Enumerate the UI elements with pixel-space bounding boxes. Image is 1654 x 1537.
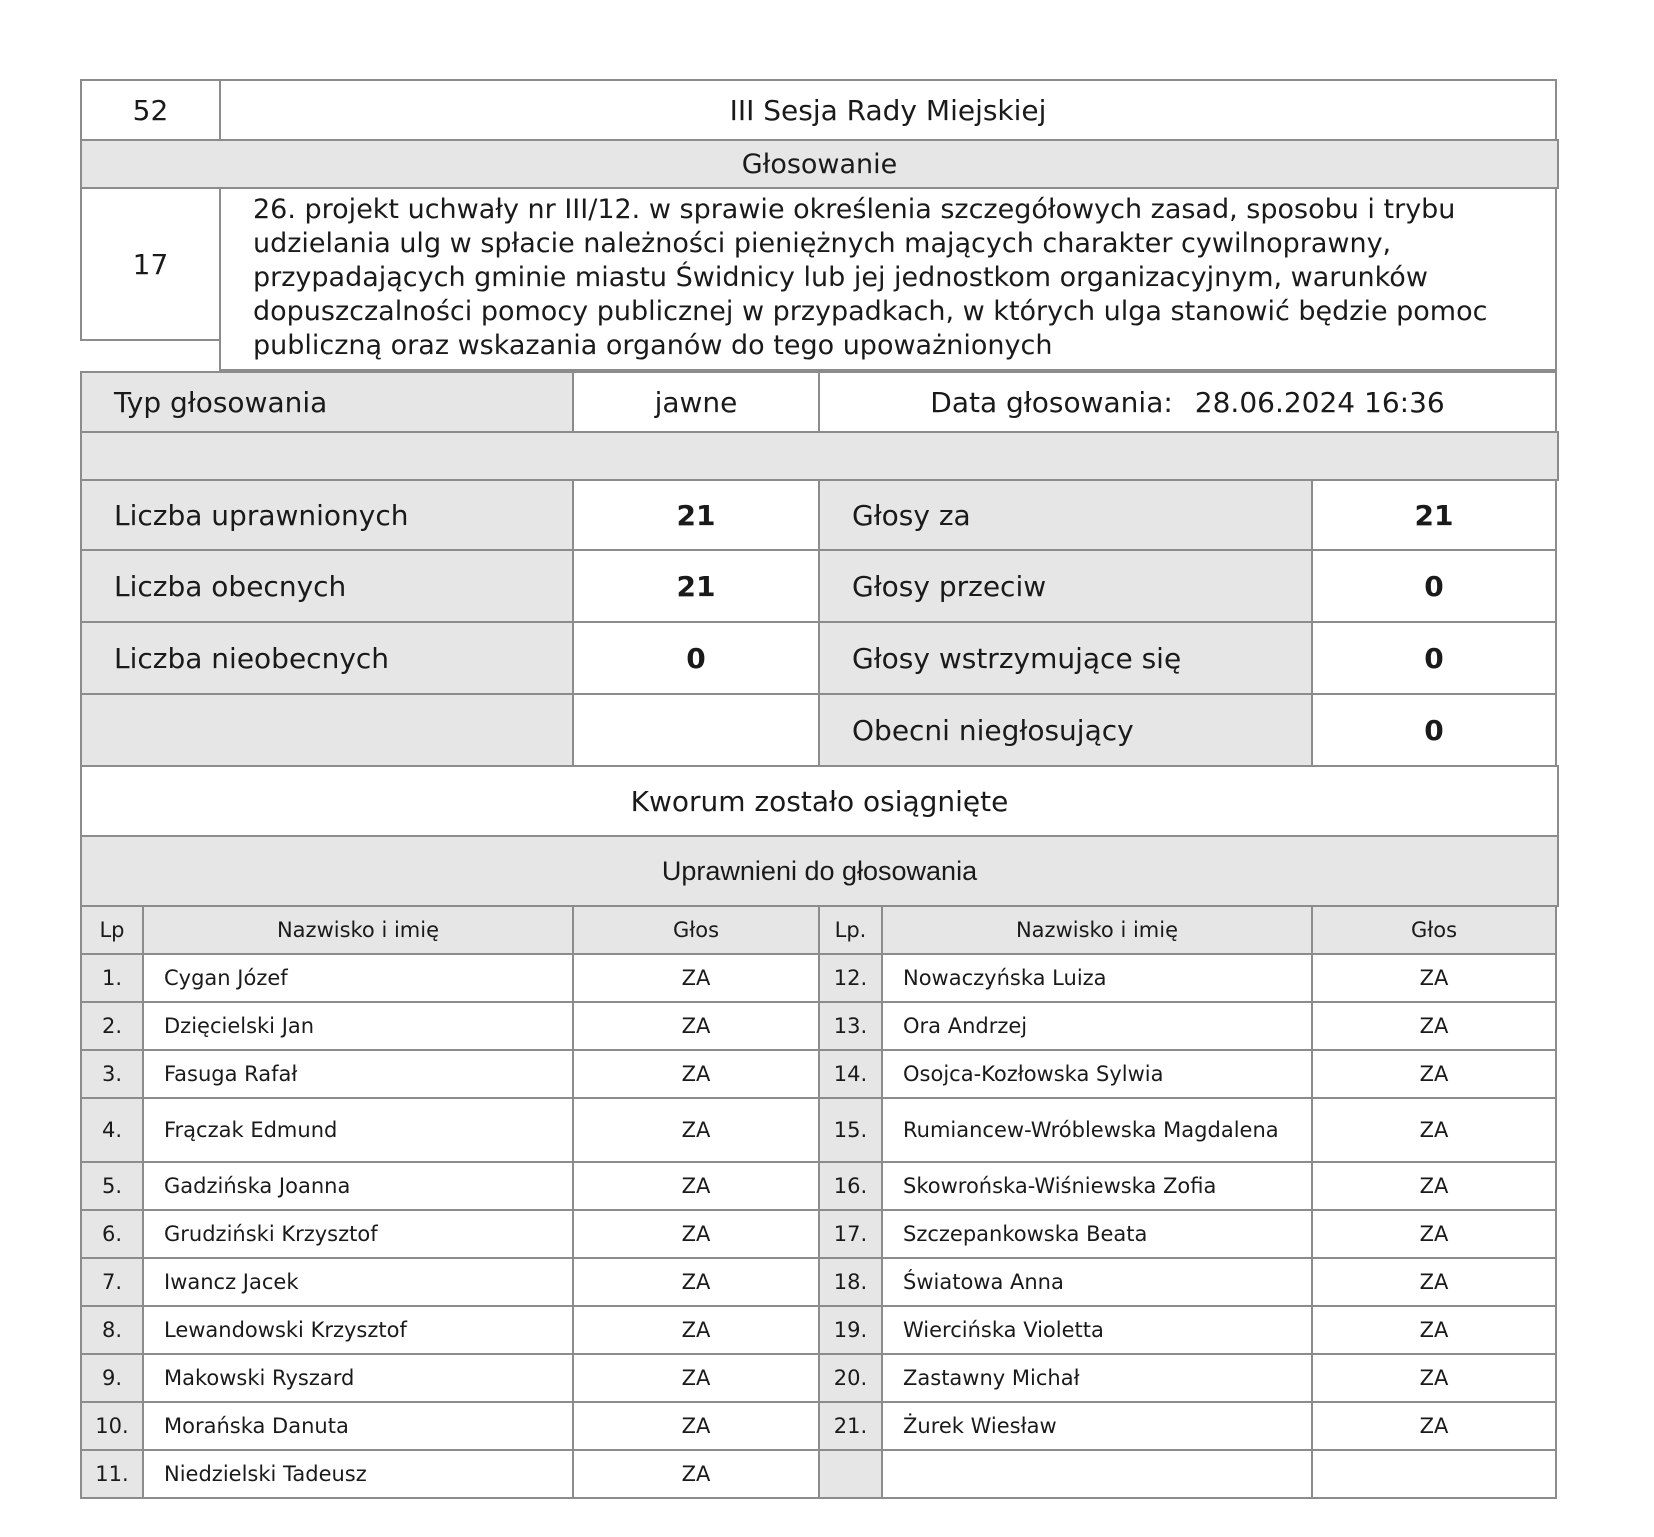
voter-name: Cygan Józef (142, 953, 574, 1003)
nieobecnych-value: 0 (572, 621, 820, 695)
col-lp-right: Lp. (818, 905, 883, 955)
voter-lp: 4. (80, 1097, 144, 1163)
vote-date (818, 371, 1557, 433)
voter-name: Wiercińska Violetta (881, 1305, 1313, 1355)
table-row (80, 1401, 1557, 1449)
table-row (80, 1001, 1557, 1049)
voter-vote: ZA (1311, 1001, 1557, 1051)
obecnych-value: 21 (572, 549, 820, 623)
obecnych-label: Liczba obecnych (80, 549, 574, 623)
voter-lp: 19. (818, 1305, 883, 1355)
voter-name: Rumiancew-Wróblewska Magdalena (881, 1097, 1313, 1163)
voter-lp: 13. (818, 1001, 883, 1051)
voter-vote: ZA (572, 1097, 820, 1163)
za-value: 21 (1311, 479, 1557, 551)
voter-lp: 14. (818, 1049, 883, 1099)
przeciw-value: 0 (1311, 549, 1557, 623)
voter-vote: ZA (572, 1401, 820, 1451)
voter-vote: ZA (572, 1257, 820, 1307)
voter-lp: 17. (818, 1209, 883, 1259)
stats-row-1 (80, 479, 1557, 549)
header-row (80, 79, 1557, 139)
spacer-row (80, 431, 1557, 479)
voter-lp: 10. (80, 1401, 144, 1451)
voters-header-row (80, 905, 1557, 953)
voting-document (80, 79, 1557, 1497)
voter-vote: ZA (572, 1001, 820, 1051)
section-title: Głosowanie (80, 139, 1559, 189)
item-number: 17 (80, 187, 221, 341)
voter-name: Makowski Ryszard (142, 1353, 574, 1403)
voter-vote: ZA (1311, 1401, 1557, 1451)
voters-table (80, 953, 1557, 1497)
stats-row-2 (80, 549, 1557, 621)
voter-lp: 12. (818, 953, 883, 1003)
spacer-cell (80, 431, 1559, 481)
voter-vote: ZA (1311, 1305, 1557, 1355)
voter-lp: 3. (80, 1049, 144, 1099)
voter-lp: 5. (80, 1161, 144, 1211)
voter-name: Morańska Danuta (142, 1401, 574, 1451)
voter-vote: ZA (572, 1305, 820, 1355)
uprawnionych-value: 21 (572, 479, 820, 551)
voter-vote (1311, 1449, 1557, 1499)
voter-name: Grudziński Krzysztof (142, 1209, 574, 1259)
voter-lp: 20. (818, 1353, 883, 1403)
voter-vote: ZA (572, 1161, 820, 1211)
voter-name: Niedzielski Tadeusz (142, 1449, 574, 1499)
voter-vote: ZA (1311, 1257, 1557, 1307)
za-label: Głosy za (818, 479, 1313, 551)
voters-title: Uprawnieni do głosowania (80, 835, 1559, 907)
voter-vote: ZA (572, 1049, 820, 1099)
table-row (80, 1161, 1557, 1209)
table-row (80, 1257, 1557, 1305)
voter-vote: ZA (1311, 1049, 1557, 1099)
voter-lp: 9. (80, 1353, 144, 1403)
session-number: 52 (80, 79, 221, 141)
quorum-status: Kworum zostało osiągnięte (80, 765, 1559, 837)
voter-vote: ZA (1311, 953, 1557, 1003)
voter-name: Żurek Wiesław (881, 1401, 1313, 1451)
voter-name: Dzięcielski Jan (142, 1001, 574, 1051)
col-lp-left: Lp (80, 905, 144, 955)
stats-row-4 (80, 693, 1557, 765)
voter-name: Frączak Edmund (142, 1097, 574, 1163)
wstrzymujace-label: Głosy wstrzymujące się (818, 621, 1313, 695)
table-row (80, 1353, 1557, 1401)
section-row (80, 139, 1557, 187)
voter-lp: 1. (80, 953, 144, 1003)
voter-vote: ZA (572, 953, 820, 1003)
stats-row-3 (80, 621, 1557, 693)
vote-type-label: Typ głosowania (80, 371, 574, 433)
voter-vote: ZA (572, 1449, 820, 1499)
niegłosujacy-value: 0 (1311, 693, 1557, 767)
voter-name: Ora Andrzej (881, 1001, 1313, 1051)
voter-lp: 21. (818, 1401, 883, 1451)
voter-vote: ZA (572, 1353, 820, 1403)
voter-vote: ZA (1311, 1209, 1557, 1259)
col-vote-right: Głos (1311, 905, 1557, 955)
voter-lp: 11. (80, 1449, 144, 1499)
item-description: 26. projekt uchwały nr III/12. w sprawie określenia szczegółowych zasad, sposobu i trybu udzielania ulg w spłacie należności pieniężnych mających charakter cywilnoprawny, przypadających gminie miastu Świdnicy lub jej jednostkom organizacyjnym, warunków dopuszczalności pomocy publicznej w przypadkach, w których ulga stanowić będzie pomoc publiczną oraz wskazania organów do tego upoważnionych (219, 187, 1557, 371)
col-name-right: Nazwisko i imię (881, 905, 1313, 955)
przeciw-label: Głosy przeciw (818, 549, 1313, 623)
item-row (80, 187, 1557, 371)
voter-name: Osojca-Kozłowska Sylwia (881, 1049, 1313, 1099)
session-title: III Sesja Rady Miejskiej (219, 79, 1557, 141)
voter-lp (818, 1449, 883, 1499)
wstrzymujace-value: 0 (1311, 621, 1557, 695)
table-row (80, 1305, 1557, 1353)
voter-vote: ZA (1311, 1161, 1557, 1211)
table-row (80, 1097, 1557, 1161)
voter-name: Iwancz Jacek (142, 1257, 574, 1307)
uprawnionych-label: Liczba uprawnionych (80, 479, 574, 551)
voter-name: Zastawny Michał (881, 1353, 1313, 1403)
col-vote-left: Głos (572, 905, 820, 955)
table-row (80, 1209, 1557, 1257)
voter-vote: ZA (1311, 1353, 1557, 1403)
voter-vote: ZA (1311, 1097, 1557, 1163)
voters-title-row (80, 835, 1557, 905)
voter-name: Nowaczyńska Luiza (881, 953, 1313, 1003)
niegłosujacy-label: Obecni niegłosujący (818, 693, 1313, 767)
voter-lp: 7. (80, 1257, 144, 1307)
voter-name: Lewandowski Krzysztof (142, 1305, 574, 1355)
vote-type-value: jawne (572, 371, 820, 433)
voter-name: Skowrońska-Wiśniewska Zofia (881, 1161, 1313, 1211)
voter-vote: ZA (572, 1209, 820, 1259)
vote-date-value: 28.06.2024 16:36 (1194, 385, 1445, 419)
voter-name: Szczepankowska Beata (881, 1209, 1313, 1259)
nieobecnych-label: Liczba nieobecnych (80, 621, 574, 695)
table-row (80, 953, 1557, 1001)
empty-label-cell (80, 693, 574, 767)
quorum-row (80, 765, 1557, 835)
voter-lp: 15. (818, 1097, 883, 1163)
vote-date-label: Data głosowania: (930, 385, 1173, 419)
voter-name: Gadzińska Joanna (142, 1161, 574, 1211)
voter-lp: 8. (80, 1305, 144, 1355)
voter-lp: 18. (818, 1257, 883, 1307)
table-row (80, 1049, 1557, 1097)
col-name-left: Nazwisko i imię (142, 905, 574, 955)
empty-value-cell (572, 693, 820, 767)
vote-type-row (80, 371, 1557, 431)
voter-lp: 2. (80, 1001, 144, 1051)
voter-name (881, 1449, 1313, 1499)
voter-name: Fasuga Rafał (142, 1049, 574, 1099)
voter-lp: 16. (818, 1161, 883, 1211)
table-row (80, 1449, 1557, 1497)
voter-name: Światowa Anna (881, 1257, 1313, 1307)
voter-lp: 6. (80, 1209, 144, 1259)
